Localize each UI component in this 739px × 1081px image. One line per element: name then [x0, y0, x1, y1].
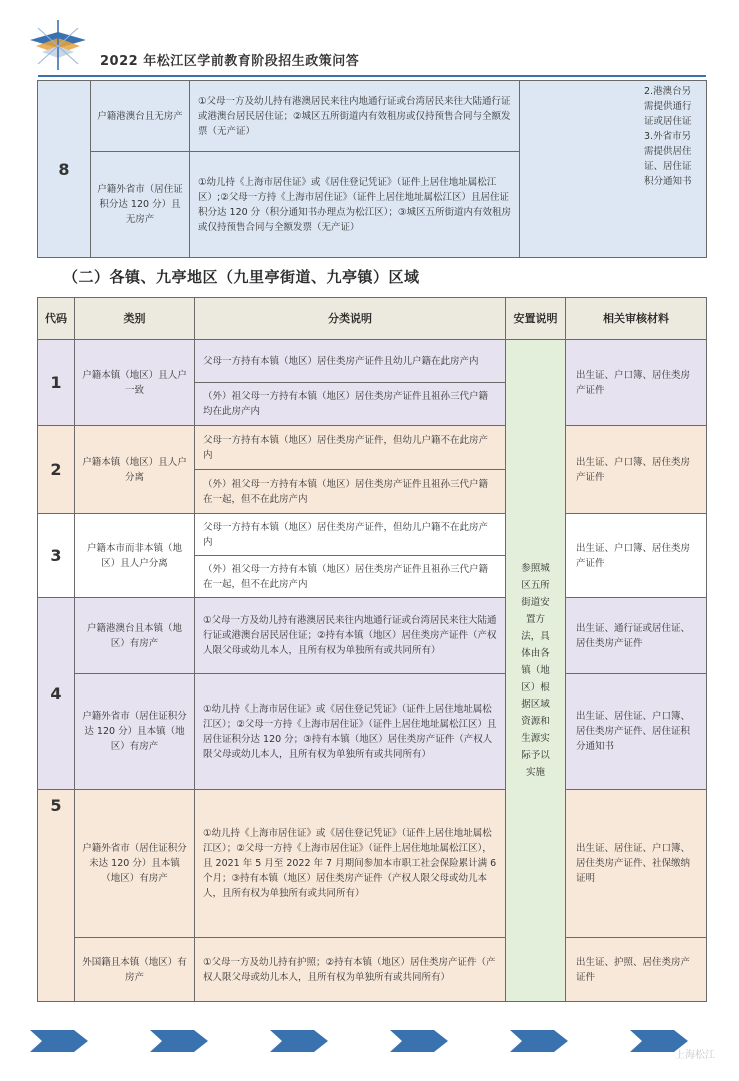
row-code: 2: [38, 426, 75, 514]
header-arrangement: 安置说明: [506, 298, 566, 340]
page-title: 2022 年松江区学前教育阶段招生政策问答: [100, 54, 360, 69]
row-code: 8: [38, 81, 91, 258]
row-materials: 出生证、户口簿、居住类房产证件: [566, 340, 707, 426]
table-row: [38, 340, 707, 383]
table-row: [38, 81, 707, 152]
chevron-right-icon: [390, 1028, 450, 1054]
header-code: 代码: [38, 298, 75, 340]
arrangement-note: 参照城区五所街道安置方法，具体由各镇（地区）根据区域资源和生源实际予以实施: [506, 340, 566, 1002]
row-category: 户籍本市而非本镇（地区）且人户分离: [75, 514, 195, 598]
row-materials: 出生证、护照、居住类房产证件: [566, 938, 707, 1002]
table-row: [38, 938, 707, 1002]
row-category: 户籍外省市（居住证积分未达 120 分）且本镇（地区）有房产: [75, 790, 195, 938]
page-header: [0, 0, 739, 80]
table-row: [38, 598, 707, 674]
enrollment-policy-table: [37, 297, 707, 1002]
row-description: 父母一方持有本镇（地区）居住类房产证件且幼儿户籍在此房产内: [195, 340, 506, 383]
row-category: 户籍本镇（地区）且人户分离: [75, 426, 195, 514]
watermark: 上海松江: [675, 1050, 715, 1061]
row-category: 外国籍且本镇（地区）有房产: [75, 938, 195, 1002]
page-footer: [0, 1022, 739, 1081]
row-description: （外）祖父母一方持有本镇（地区）居住类房产证件且祖孙三代户籍在一起，但不在此房产内: [195, 470, 506, 514]
chevron-right-icon: [510, 1028, 570, 1054]
row-description: （外）祖父母一方持有本镇（地区）居住类房产证件且祖孙三代户籍在一起，但不在此房产内: [195, 556, 506, 598]
row-description: ①父母一方及幼儿持有港澳居民来往内地通行证或台湾居民来往大陆通行证或港澳台居民居住证；②城区五所街道内有效租房或仅持预售合同与全额发票（无产证）: [190, 81, 520, 152]
row-description: 父母一方持有本镇（地区）居住类房产证件，但幼儿户籍不在此房产内: [195, 514, 506, 556]
row-category: 户籍外省市（居住证积分达 120 分）且本镇（地区）有房产: [75, 674, 195, 790]
table-row: [38, 790, 707, 938]
row-materials: 出生证、户口簿、居住类房产证件: [566, 514, 707, 598]
row-code: 3: [38, 514, 75, 598]
row-code: 4: [38, 598, 75, 790]
row-description: ①幼儿持《上海市居住证》或《居住登记凭证》（证件上居住地址属松江区）；②父母一方持《上海市居住证》（证件上居住地址属松江区），且 2021 年 5 月至 2022 年 7 月期间参加本市职工社会保险累计满 6 个月；③持有本镇（地区）居住类房产证件（产权人限父母或幼儿本人，且所有权为单独所有或共同所有）: [195, 790, 506, 938]
row-category: 户籍本镇（地区）且人户一致: [75, 340, 195, 426]
row-description: ①幼儿持《上海市居住证》或《居住登记凭证》（证件上居住地址属松江区）;②父母一方持《上海市居住证》（证件上居住地址属松江区）且居住证积分达 120 分（积分通知书办理点为松江区）；③城区五所街道内有效租房或仅持预售合同与全额发票（无产证）: [190, 152, 520, 258]
header-category: 类别: [75, 298, 195, 340]
row-materials: 出生证、户口簿、居住类房产证件: [566, 426, 707, 514]
row-category: 户籍港澳台且无房产: [91, 81, 190, 152]
section-title: （二）各镇、九亭地区（九里亭街道、九亭镇）区域: [63, 268, 420, 286]
chevron-right-icon: [30, 1028, 90, 1054]
table-row: [38, 674, 707, 790]
row-materials: 出生证、居住证、户口簿、居住类房产证件、社保缴纳证明: [566, 790, 707, 938]
row-description: （外）祖父母一方持有本镇（地区）居住类房产证件且祖孙三代户籍均在此房产内: [195, 383, 506, 426]
row-materials: 2.港澳台另需提供通行证或居住证 3.外省市另需提供居住证、居住证积分通知书: [520, 81, 707, 258]
table-row: [38, 514, 707, 556]
chevron-right-icon: [150, 1028, 210, 1054]
row-materials: 出生证、通行证或居住证、居住类房产证件: [566, 598, 707, 674]
row-category: 户籍外省市（居住证积分达 120 分）且无房产: [91, 152, 190, 258]
row-description: 父母一方持有本镇（地区）居住类房产证件，但幼儿户籍不在此房产内: [195, 426, 506, 470]
row-description: ①幼儿持《上海市居住证》或《居住登记凭证》（证件上居住地址属松江区）；②父母一方持《上海市居住证》（证件上居住地址属松江区）且居住证积分达 120 分；③持有本镇（地区）居住类房产证件（产权人限父母或幼儿本人，且所有权为单独所有或共同所有）: [195, 674, 506, 790]
row-materials: 出生证、居住证、户口簿、居住类房产证件、居住证积分通知书: [566, 674, 707, 790]
row-description: ①父母一方及幼儿持有港澳居民来往内地通行证或台湾居民来往大陆通行证或港澳台居民居住证；②持有本镇（地区）居住类房产证件（产权人限父母或幼儿本人，且所有权为单独所有或共同所有）: [195, 598, 506, 674]
header-description: 分类说明: [195, 298, 506, 340]
row-code: 1: [38, 340, 75, 426]
continued-table: [37, 80, 707, 258]
brand-logo-icon: [28, 18, 88, 72]
row-category: 户籍港澳台且本镇（地区）有房产: [75, 598, 195, 674]
table-row: [38, 426, 707, 470]
table-header-row: [38, 298, 707, 340]
row-description: ①父母一方及幼儿持有护照；②持有本镇（地区）居住类房产证件（产权人限父母或幼儿本人，且所有权为单独所有或共同所有）: [195, 938, 506, 1002]
row-code: 5: [38, 790, 75, 1002]
header-materials: 相关审核材料: [566, 298, 707, 340]
header-divider: [38, 75, 706, 77]
chevron-right-icon: [270, 1028, 330, 1054]
